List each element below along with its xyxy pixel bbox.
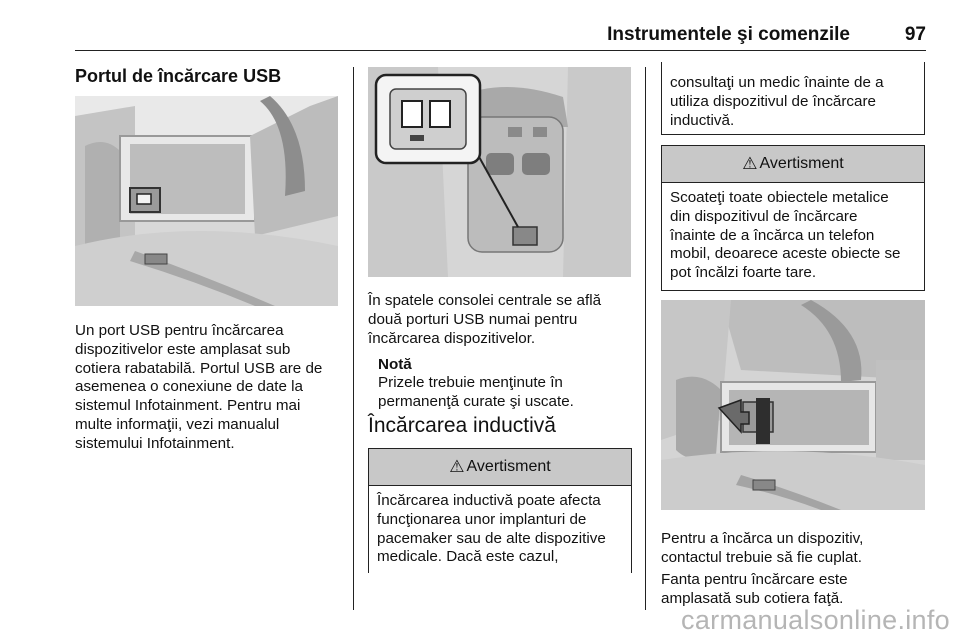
warning-box-metal-objects <box>661 145 925 291</box>
rear-console-figure <box>368 67 631 277</box>
warning-triangle-icon: ⚠ <box>449 457 465 476</box>
warning-text: Scoateţi toate obiectele metalice din dispozitivul de încărcare înainte de a încărca un telefon mobil, deoarece aceste obiecte se pot încălzi foarte tare. <box>670 189 901 282</box>
warning-title: Avertisment <box>759 155 844 172</box>
slot-location-text: Fanta pentru încărcare este amplasată sub cotiera faţă. <box>661 571 848 607</box>
charging-instruction: Pentru a încărca un dispozitiv, contactul trebuie să fie cuplat. <box>661 530 864 566</box>
column-divider-2 <box>645 67 646 610</box>
usb-port-figure <box>75 96 338 306</box>
rear-usb-description: În spatele consolei centrale se află două porturi USB numai pentru încărcarea dispozitivelor. <box>368 292 602 347</box>
warning-header <box>662 146 924 183</box>
header-rule <box>75 50 926 51</box>
warning-title: Avertisment <box>466 458 551 475</box>
column-divider-1 <box>353 67 354 610</box>
warning-triangle-icon: ⚠ <box>742 154 758 173</box>
warning-continued-text: consultaţi un medic înainte de a utiliza dispozitivul de încărcare inductivă. <box>670 74 884 129</box>
inductive-slot-figure <box>661 300 925 510</box>
warning-continuation-box <box>661 62 925 135</box>
usb-port-illustration <box>75 96 338 306</box>
page-number: 97 <box>904 24 926 45</box>
note-label: Notă <box>378 356 412 373</box>
warning-box-implants <box>368 448 632 573</box>
site-watermark: carmanualsonline.info <box>681 605 950 635</box>
section-heading-usb: Portul de încărcare USB <box>75 66 282 86</box>
inductive-slot-illustration <box>661 300 925 510</box>
running-header-title: Instrumentele şi comenzile <box>607 24 850 45</box>
note-text: Prizele trebuie menţinute în permanenţă curate şi uscate. <box>378 374 574 410</box>
warning-text: Încărcarea inductivă poate afecta funcţionarea unor implanturi de pacemaker sau de alte dispozitive medicale. Dacă este cazul, <box>377 492 606 566</box>
usb-description: Un port USB pentru încărcarea dispozitivelor este amplasat sub cotiera rabatabilă. Portul USB are de asemenea o conexiune de date la sistemul Infotainment. Pentru mai multe informaţii, vezi manualul sistemului Infotainment. <box>75 322 323 452</box>
warning-header <box>369 449 631 486</box>
section-heading-inductive: Încărcarea inductivă <box>368 414 556 437</box>
rear-console-illustration <box>368 67 631 277</box>
